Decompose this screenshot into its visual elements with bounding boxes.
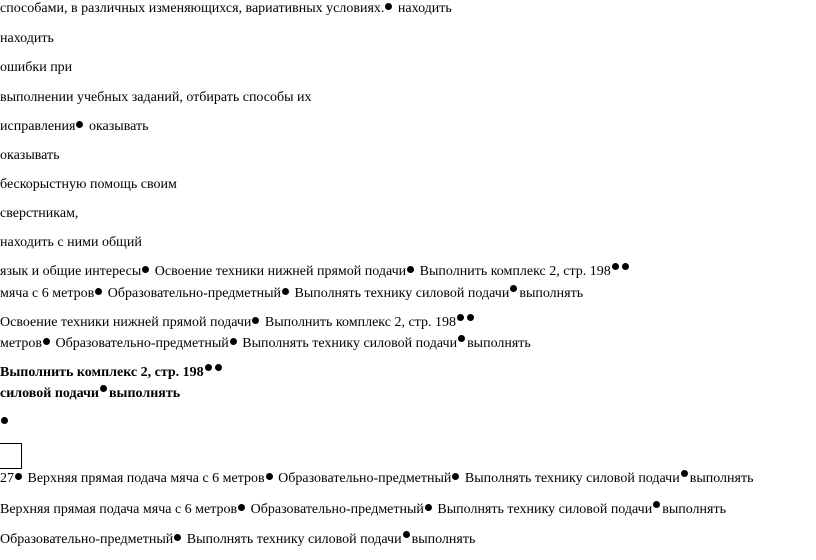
bullet-icon [15, 473, 22, 480]
bullet-icon [458, 335, 465, 342]
bullet-icon [612, 263, 619, 270]
bullet-icon [238, 504, 245, 511]
bullet-icon [230, 338, 237, 345]
bullet-icon [100, 385, 107, 392]
bullet-icon [282, 288, 289, 295]
bullet-icon [205, 364, 212, 371]
text-line-19: Образовательно-предметный Выполнять технику силовой подачи выполнять [0, 532, 476, 547]
text-line-13: метров Образовательно-предметный Выполнять технику силовой подачи выполнять [0, 336, 531, 351]
bullet-icon [252, 317, 259, 324]
text-line-8: сверстникам, [0, 206, 79, 221]
bullet-icon [43, 338, 50, 345]
bullet-icon [76, 121, 83, 128]
text-line-14: Выполнить комплекс 2, стр. 198 [0, 364, 224, 382]
text-line-12: Освоение техники нижней прямой подачи Выполнить комплекс 2, стр. 198 [0, 314, 476, 332]
empty-cell-box [0, 443, 22, 469]
bullet-icon [174, 534, 181, 541]
text-line-6: оказывать [0, 148, 60, 163]
bullet-icon [266, 473, 273, 480]
bullet-icon [403, 531, 410, 538]
text-line-1: способами, в различных изменяющихся, вариативных условиях. находить [0, 1, 452, 16]
bullet-icon [653, 501, 660, 508]
bullet-icon [407, 266, 414, 273]
text-line-17: 27 Верхняя прямая подача мяча с 6 метров Образовательно-предметный Выполнять технику силовой подачи выполнять [0, 471, 754, 486]
bullet-icon [142, 266, 149, 273]
bullet-icon [467, 314, 474, 321]
text-line-15: силовой подачи выполнять [0, 386, 181, 401]
bullet-icon [622, 263, 629, 270]
bullet-icon [452, 473, 459, 480]
text-line-9: находить с ними общий [0, 235, 142, 250]
text-line-3: ошибки при [0, 60, 73, 75]
bullet-icon [510, 285, 517, 292]
text-line-11: мяча с 6 метров Образовательно-предметный Выполнять технику силовой подачи выполнять [0, 286, 584, 301]
text-line-16 [0, 414, 10, 432]
bullet-icon [1, 417, 8, 424]
text-line-2: находить [0, 31, 54, 46]
text-line-5: исправления оказывать [0, 119, 149, 134]
bullet-icon [215, 364, 222, 371]
text-line-18: Верхняя прямая подача мяча с 6 метров Образовательно-предметный Выполнять технику силовой подачи выполнять [0, 502, 726, 517]
bullet-icon [681, 470, 688, 477]
text-line-4: выполнении учебных заданий, отбирать способы их [0, 90, 312, 105]
bullet-icon [385, 3, 392, 10]
bullet-icon [425, 504, 432, 511]
bullet-icon [457, 314, 464, 321]
bullet-icon [95, 288, 102, 295]
text-line-7: бескорыстную помощь своим [0, 177, 177, 192]
text-line-10: язык и общие интересы Освоение техники нижней прямой подачи Выполнить комплекс 2, стр. 198 [0, 263, 631, 281]
